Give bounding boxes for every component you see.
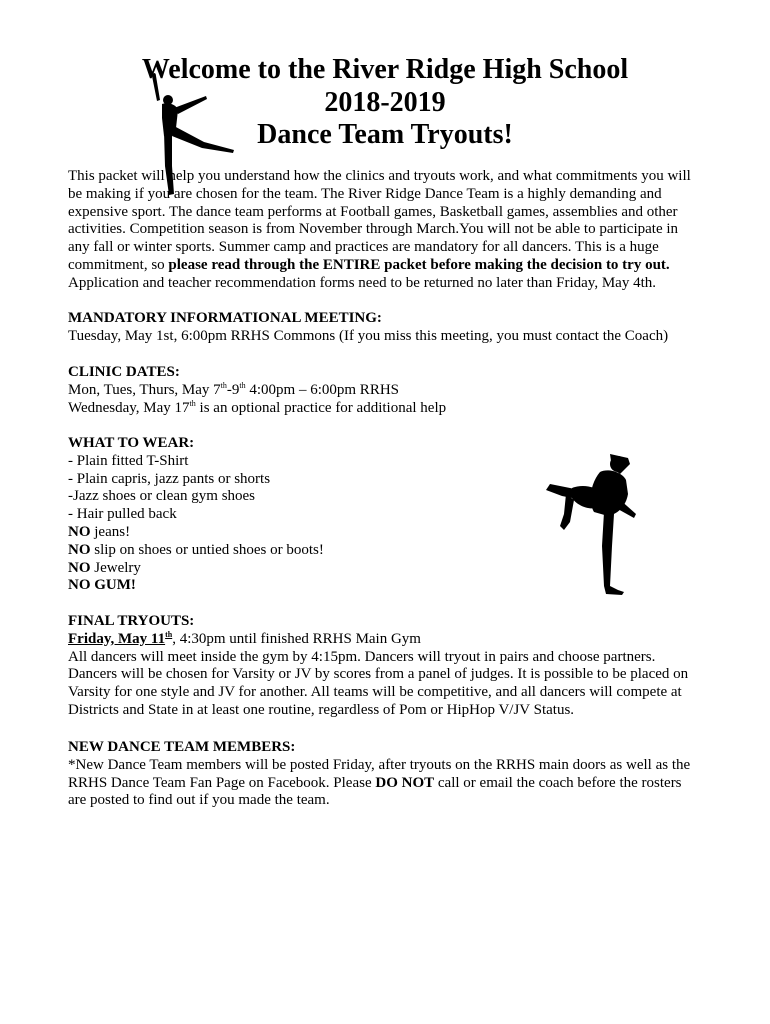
members-line: are posted to find out if you made the team. (68, 792, 330, 809)
no-label: NO (68, 559, 91, 576)
final-line: All dancers will meet inside the gym by 4:15pm. Dancers will tryout in pairs and choose partners. (68, 648, 656, 665)
wear-section (68, 435, 708, 595)
wear-heading: WHAT TO WEAR: (68, 435, 195, 451)
members-emphasis: DO NOT (375, 774, 435, 791)
members-line: *New Dance Team members will be posted Friday, after tryouts on the RRHS main doors as well as the (68, 756, 691, 773)
intro-paragraph (68, 168, 708, 293)
members-text: RRHS Dance Team Fan Page on Facebook. Please (68, 774, 376, 791)
intro-line: any fall or winter sports. Summer camp and practices are mandatory for all dancers. This is a huge (68, 239, 659, 256)
intro-text: commitment, so (68, 256, 169, 273)
ordinal-suffix: th (220, 380, 227, 390)
intro-line: This packet will help you understand how the clinics and tryouts work, and what commitments you will (68, 168, 691, 184)
final-heading: FINAL TRYOUTS: (68, 613, 195, 629)
no-label: NO (68, 541, 91, 558)
members-heading: NEW DANCE TEAM MEMBERS: (68, 739, 296, 755)
wear-rule (68, 560, 708, 578)
final-date: Friday, May 11 (68, 630, 166, 647)
no-label: NO (68, 523, 91, 540)
ordinal-suffix: th (189, 398, 196, 408)
new-members-section (68, 739, 708, 810)
intro-line (68, 257, 708, 275)
meeting-section (68, 310, 708, 346)
members-text: call or email the coach before the rosters (434, 774, 682, 791)
clinic-text: 4:00pm – 6:00pm RRHS (245, 381, 399, 398)
wear-rule: NO GUM! (68, 577, 136, 594)
clinic-line (68, 400, 708, 418)
intro-emphasis: please read through the ENTIRE packet before making the decision to try out. (168, 256, 670, 273)
final-line: Districts and State in at least one routine, regardless of Pom or HipHop V/JV Status. (68, 701, 575, 718)
title-line-3: Dance Team Tryouts! (257, 119, 513, 150)
members-line (68, 775, 708, 793)
clinic-section (68, 364, 708, 417)
clinic-text: -9 (226, 381, 240, 398)
final-date-line (68, 631, 708, 649)
wear-rule-text: jeans! (90, 523, 131, 540)
final-tryouts-section (68, 613, 708, 720)
wear-item: - Hair pulled back (68, 506, 177, 523)
wear-rule-text: Jewelry (90, 559, 141, 576)
final-line: Varsity for one style and JV for another. All teams will be competitive, and all dancers will compete at (68, 684, 682, 701)
wear-item: - Plain fitted T-Shirt (68, 452, 189, 469)
title-line-2: 2018-2019 (324, 87, 446, 118)
wear-rule (68, 524, 708, 542)
intro-line: expensive sport. The dance team performs at Football games, Basketball games, assemblies and other (68, 203, 678, 220)
clinic-heading: CLINIC DATES: (68, 364, 180, 380)
wear-item: - Plain capris, jazz pants or shorts (68, 470, 271, 487)
wear-item: -Jazz shoes or clean gym shoes (68, 488, 256, 505)
clinic-text: Mon, Tues, Thurs, May 7 (68, 381, 221, 398)
wear-rule-text: slip on shoes or untied shoes or boots! (90, 541, 324, 558)
meeting-heading: MANDATORY INFORMATIONAL MEETING: (68, 310, 382, 326)
clinic-text: is an optional practice for additional help (195, 399, 447, 416)
intro-line: Application and teacher recommendation forms need to be returned no later than Friday, May 4th. (68, 274, 656, 291)
ordinal-suffix: th (239, 380, 246, 390)
intro-line: be making if you are chosen for the team. The River Ridge Dance Team is a highly demanding and (68, 185, 662, 202)
ordinal-suffix: th (165, 629, 173, 639)
final-time: , 4:30pm until finished RRHS Main Gym (172, 630, 421, 647)
final-line: Dancers will be chosen for Varsity or JV by scores from a panel of judges. It is possible to be placed on (68, 666, 689, 683)
clinic-line (68, 382, 708, 400)
title-line-1: Welcome to the River Ridge High School (141, 54, 629, 85)
meeting-text: Tuesday, May 1st, 6:00pm RRHS Commons (If you miss this meeting, you must contact the Coach) (68, 327, 669, 344)
clinic-text: Wednesday, May 17 (68, 399, 190, 416)
wear-rule (68, 542, 708, 560)
intro-line: activities. Competition season is from November through March.You will not be able to participate in (68, 221, 679, 238)
